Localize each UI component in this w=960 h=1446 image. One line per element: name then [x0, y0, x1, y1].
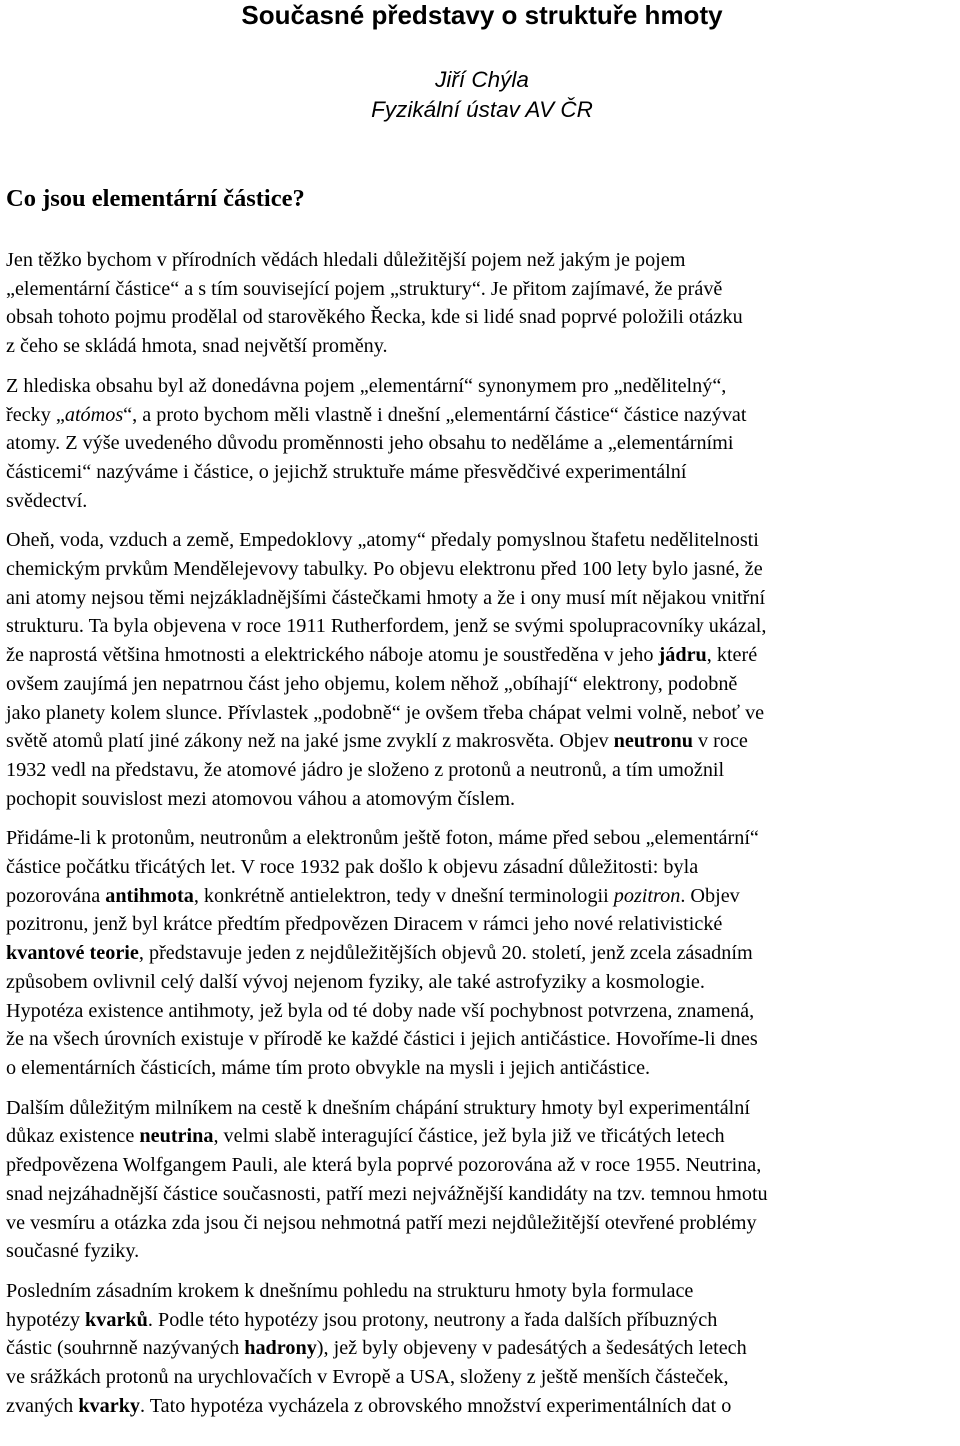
text-line — [6, 968, 956, 997]
text-run: ve srážkách protonů na urychlovačích v Evropě a USA, složeny z ještě menších částeček, — [6, 1366, 729, 1389]
text-run: ), jež byly objeveny v padesátých a šedesátých letech — [316, 1337, 747, 1360]
section-heading: Co jsou elementární částice? — [6, 185, 305, 212]
text-line — [6, 756, 956, 785]
text-line — [6, 429, 956, 458]
italic-term: atómos — [64, 403, 124, 426]
text-run: že naprostá většina hmotnosti a elektrického náboje atomu je soustředěna v jeho — [6, 644, 659, 667]
text-run: snad nejzáhadnější částice současnosti, patří mezi nejvážnější kandidáty na tzv. temnou hmotu — [6, 1182, 768, 1205]
text-line — [6, 727, 956, 756]
text-line — [6, 1392, 956, 1421]
text-run: svědectví. — [6, 489, 88, 512]
text-run: Z hlediska obsahu byl až donedávna pojem „elementární“ synonymem pro „nedělitelný“, — [6, 374, 727, 397]
text-run: z čeho se skládá hmota, snad největší proměny. — [6, 335, 388, 358]
text-run: Jen těžko bychom v přírodních vědách hledali důležitější pojem než jakým je pojem — [6, 249, 686, 271]
text-run: zvaných — [6, 1394, 79, 1417]
text-run: v roce — [692, 730, 748, 753]
italic-term: pozitron — [613, 884, 681, 907]
text-line — [6, 401, 956, 430]
bold-term: jádru — [658, 644, 707, 667]
text-run: , konkrétně antielektron, tedy v dnešní terminologii — [193, 884, 614, 907]
bold-term: neutrina — [139, 1125, 214, 1148]
text-line — [6, 1054, 956, 1083]
text-line — [6, 246, 956, 275]
text-run: atomy. Z výše uvedeného důvodu proměnnosti jeho obsahu to neděláme a „elementárními — [6, 432, 734, 455]
paragraph — [6, 526, 956, 813]
paragraph — [6, 1277, 956, 1421]
text-line — [6, 555, 956, 584]
text-line — [6, 1237, 956, 1266]
text-line — [6, 1094, 956, 1123]
text-line — [6, 882, 956, 911]
text-line — [6, 1025, 956, 1054]
text-run: 1932 vedl na představu, že atomové jádro je složeno z protonů a neutronů, a tím umožnil — [6, 758, 725, 781]
text-line — [6, 1306, 956, 1335]
text-line — [6, 332, 956, 361]
document-title: Současné představy o struktuře hmoty — [241, 0, 723, 30]
text-line — [6, 372, 956, 401]
text-run: Přidáme-li k protonům, neutronům a elektronům ještě foton, máme před sebou „elementární“ — [6, 827, 759, 850]
text-run: . Podle této hypotézy jsou protony, neutrony a řada dalších příbuzných — [147, 1308, 718, 1331]
text-run: . Tato hypotéza vycházela z obrovského množství experimentálních dat o — [140, 1394, 732, 1417]
paragraph — [6, 1094, 956, 1266]
paragraph — [6, 372, 956, 516]
text-run: Oheň, voda, vzduch a země, Empedoklovy „atomy“ předaly pomyslnou štafetu nedělitelnosti — [6, 529, 759, 552]
bold-term: kvarky — [78, 1394, 141, 1417]
text-run: současné fyziky. — [6, 1240, 140, 1263]
text-run: , které — [706, 644, 758, 667]
author-institute: Fyzikální ústav AV ČR — [371, 97, 593, 122]
text-run: o elementárních částicích, máme tím proto obvykle na mysli i jejich antičástice. — [6, 1056, 651, 1079]
text-run: způsobem ovlivnil celý další vývoj nejenom fyziky, ale také astrofyziky a kosmologie. — [6, 970, 705, 993]
bold-term: kvantové teorie — [6, 942, 139, 965]
text-line — [6, 939, 956, 968]
text-line — [6, 699, 956, 728]
text-line — [6, 785, 956, 814]
author-name: Jiří Chýla — [435, 67, 529, 92]
text-run: částicemi“ nazýváme i částice, o jejichž struktuře máme přesvědčivé experimentální — [6, 460, 687, 483]
text-run: řecky „ — [6, 403, 65, 426]
text-line — [6, 526, 956, 555]
text-line — [6, 670, 956, 699]
text-run: částice počátku třicátých let. V roce 1932 pak došlo k objevu zásadní důležitosti: byla — [6, 856, 699, 879]
text-run: ani atomy nejsou těmi nejzákladnějšími částečkami hmoty a že i ony musí mít nějakou vnitřní — [6, 586, 766, 609]
text-line — [6, 1122, 956, 1151]
text-run: . Objev — [680, 884, 740, 907]
text-run: obsah tohoto pojmu prodělal od starověkého Řecka, kde si lidé snad poprvé položili otázku — [6, 306, 743, 329]
text-run: jako planety kolem slunce. Přívlastek „podobně“ je ovšem třeba chápat velmi volně, neboť ve — [6, 701, 765, 724]
text-run: strukturu. Ta byla objevena v roce 1911 Rutherfordem, jenž se svými spolupracovníky ukázal, — [6, 615, 767, 638]
text-line — [6, 584, 956, 613]
text-line — [6, 303, 956, 332]
text-line — [6, 1277, 956, 1306]
text-run: „elementární částice“ a s tím související pojem „struktury“. Je přitom zajímavé, že právě — [6, 277, 723, 300]
text-run: Hypotéza existence antihmoty, jež byla od té doby nade vší pochybnost potvrzena, znamená, — [6, 999, 755, 1022]
text-run: pozitronu, jenž byl krátce předtím předpovězen Diracem v rámci jeho nové relativistické — [6, 913, 723, 936]
bold-term: antihmota — [105, 884, 194, 907]
paragraph — [6, 824, 956, 1082]
body-text — [6, 246, 956, 1431]
bold-term: kvarků — [85, 1308, 148, 1331]
text-run: pozorována — [6, 884, 106, 907]
text-run: světě atomů platí jiné zákony než na jaké jsme zvyklí z makrosvěta. Objev — [6, 730, 614, 753]
text-line — [6, 641, 956, 670]
text-run: Dalším důležitým milníkem na cestě k dnešním chápání struktury hmoty byl experimentální — [6, 1096, 750, 1119]
text-run: předpovězena Wolfgangem Pauli, ale která byla poprvé pozorována až v roce 1955. Neutrina, — [6, 1154, 762, 1177]
text-run: ovšem zaujímá jen nepatrnou část jeho objemu, kolem něhož „obíhají“ elektrony, podobně — [6, 672, 738, 695]
text-line — [6, 1334, 956, 1363]
text-line — [6, 997, 956, 1026]
text-line — [6, 1180, 956, 1209]
text-run: , velmi slabě interagující částice, jež byla již ve třicátých letech — [213, 1125, 725, 1148]
text-run: důkaz existence — [6, 1125, 140, 1148]
text-line — [6, 1363, 956, 1392]
text-run: pochopit souvislost mezi atomovou váhou a atomovým číslem. — [6, 787, 516, 810]
text-line — [6, 853, 956, 882]
text-line — [6, 487, 956, 516]
text-line — [6, 910, 956, 939]
text-line — [6, 1151, 956, 1180]
text-run: “, a proto bychom měli vlastně i dnešní „elementární částice“ částice nazývat — [123, 403, 747, 426]
bold-term: neutronu — [613, 730, 693, 753]
text-line — [6, 824, 956, 853]
text-line — [6, 1209, 956, 1238]
text-run: , představuje jeden z nejdůležitějších objevů 20. století, jenž zcela zásadním — [138, 942, 753, 965]
text-run: hypotézy — [6, 1308, 86, 1331]
text-run: částic (souhrnně nazývaných — [6, 1337, 245, 1360]
text-run: ve vesmíru a otázka zda jsou či nejsou nehmotná patří mezi nejdůležitější otevřené problémy — [6, 1211, 757, 1234]
text-run: Posledním zásadním krokem k dnešnímu pohledu na strukturu hmoty byla formulace — [6, 1279, 694, 1302]
text-run: že na všech úrovních existuje v přírodě ke každé částici i jejich antičástice. Hovoříme-li dnes — [6, 1028, 758, 1051]
bold-term: hadrony — [244, 1337, 317, 1360]
paragraph — [6, 246, 956, 361]
text-line — [6, 458, 956, 487]
text-line — [6, 275, 956, 304]
text-line — [6, 612, 956, 641]
text-run: chemickým prvkům Mendělejevovy tabulky. Po objevu elektronu před 100 lety bylo jasné, že — [6, 558, 763, 581]
